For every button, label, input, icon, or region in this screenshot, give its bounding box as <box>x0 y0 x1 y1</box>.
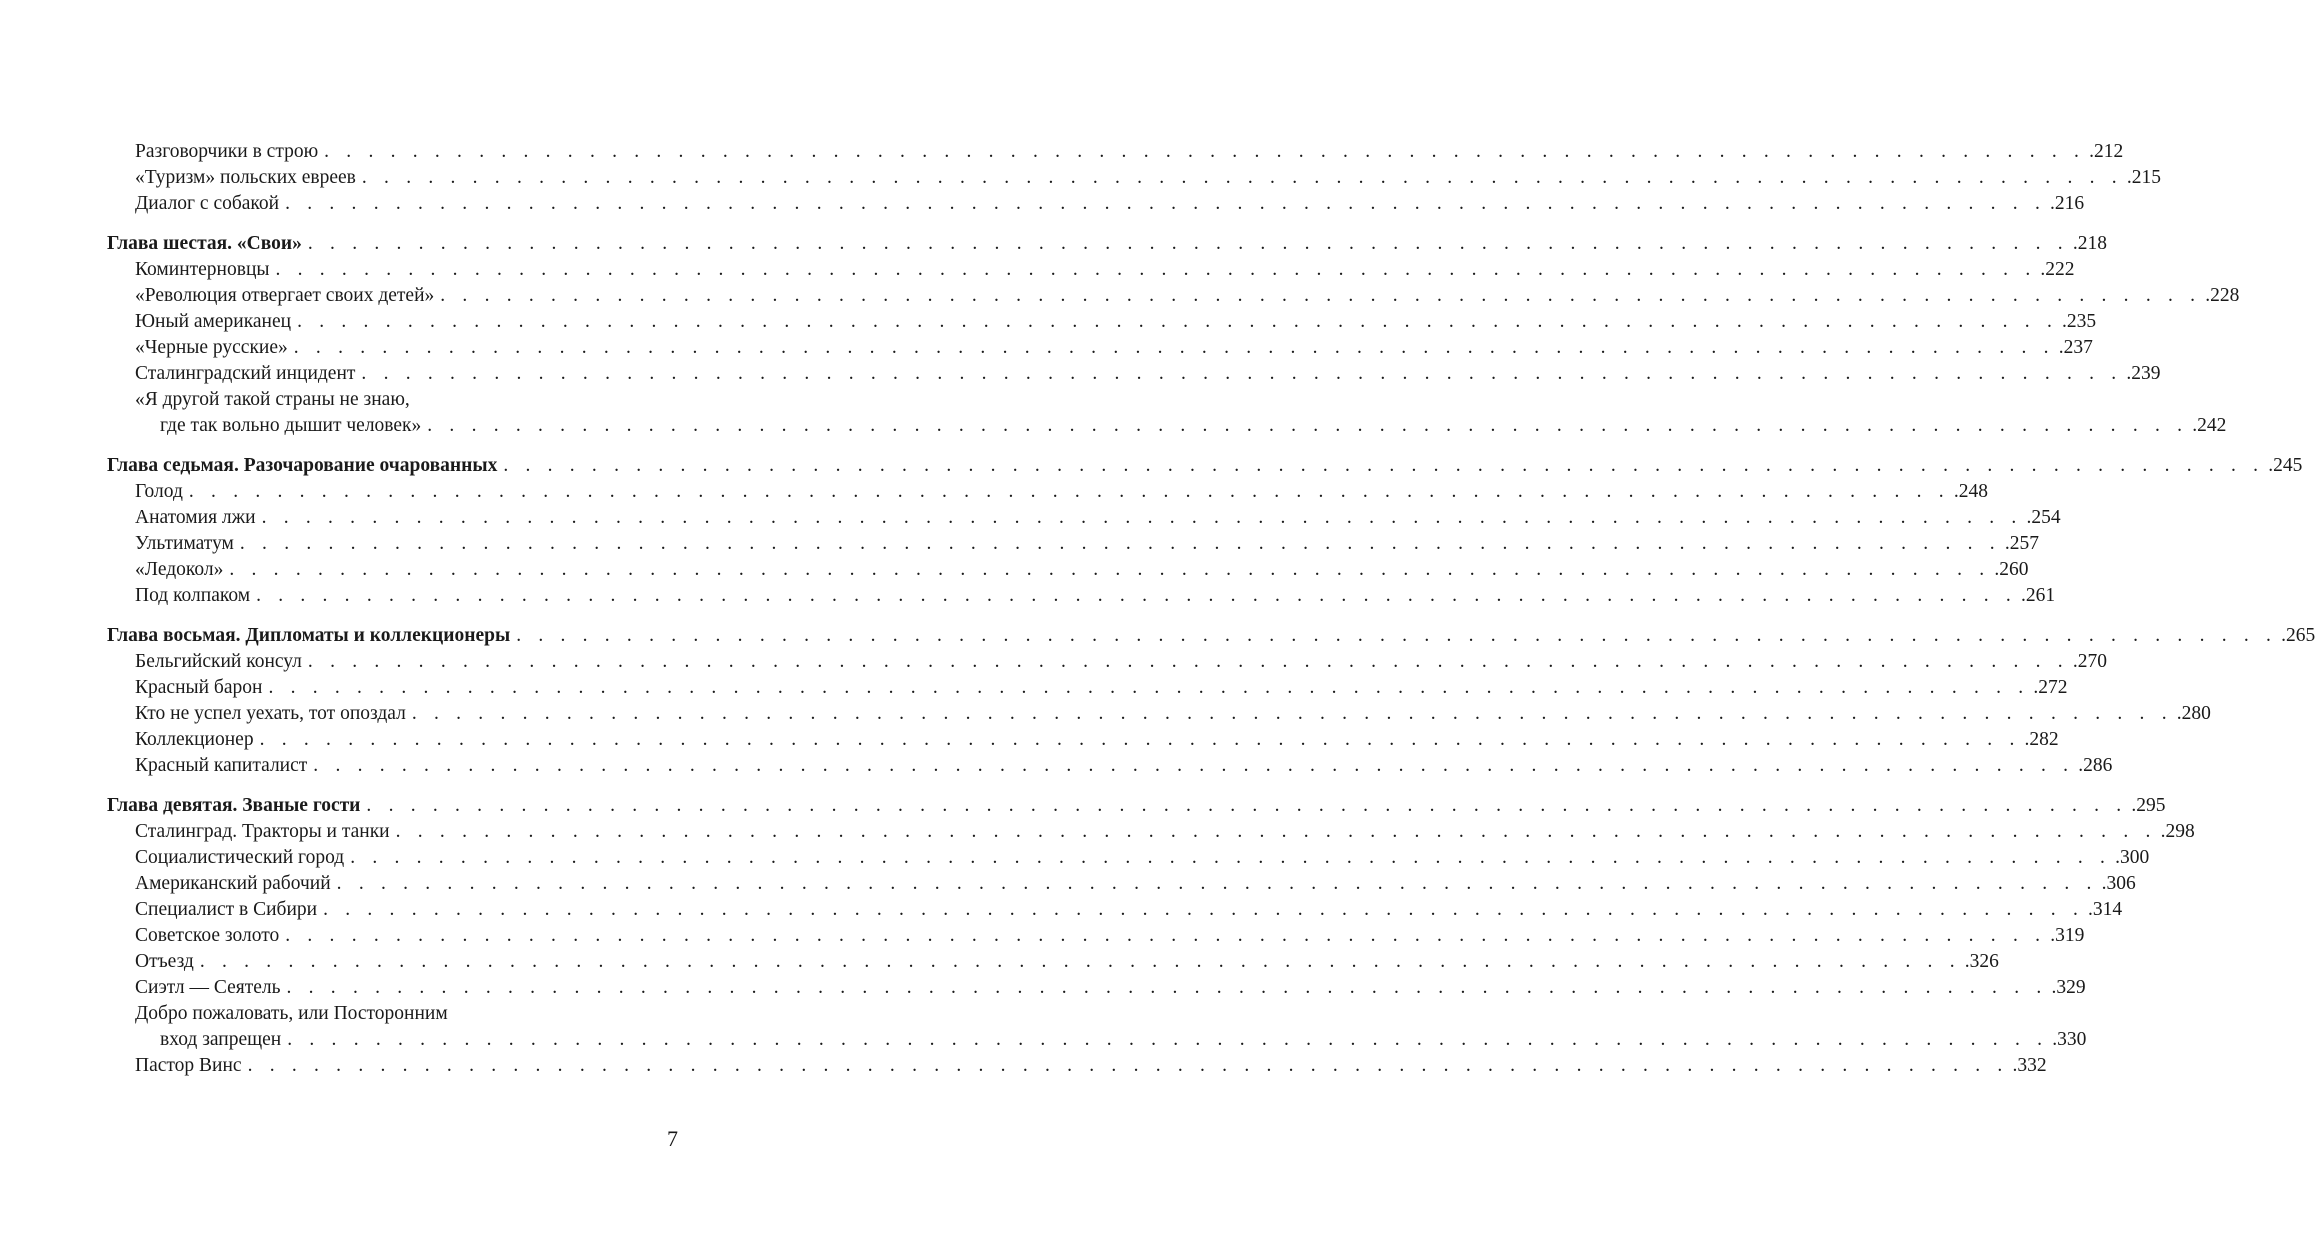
table-of-contents <box>107 139 2315 1079</box>
toc-chapter-entry <box>107 453 2303 479</box>
toc-section-entry <box>107 1001 680 1027</box>
toc-entry-title: Анатомия лжи <box>135 507 256 528</box>
dot-leader: . . . . . . . . . . . . . . . . . . . . . . . . . . . . . . . . . . . . . . . . . . . . . . . . . . . . . . . . . . . . . . . . . . . . . . . . . . . . . . . . <box>285 925 2047 946</box>
toc-entry-title: «Черные русские» <box>135 337 288 358</box>
toc-entry-page: .329 <box>2051 977 2086 998</box>
toc-entry-page: .295 <box>2131 795 2166 816</box>
toc-entry-page: .319 <box>2050 925 2085 946</box>
toc-entry-page: .261 <box>2021 585 2056 606</box>
toc-entry-page: .216 <box>2050 193 2085 214</box>
toc-entry-page: .212 <box>2089 141 2124 162</box>
toc-entry-title: где так вольно дышит человек» <box>160 415 422 436</box>
toc-entry-page: .298 <box>2160 821 2195 842</box>
toc-entry-page: .248 <box>1953 481 1988 502</box>
toc-entry-title: Специалист в Сибири <box>135 899 318 920</box>
toc-section-entry <box>107 583 2056 609</box>
dot-leader: . . . . . . . . . . . . . . . . . . . . . . . . . . . . . . . . . . . . . . . . . . . . . . . . . . . . . . . . . . . . . . . . . . . . . . . . . . . . . . . . <box>268 677 2030 698</box>
toc-chapter-entry <box>107 793 2166 819</box>
toc-entry-page: .257 <box>2004 533 2039 554</box>
toc-entry-page: .272 <box>2033 677 2068 698</box>
toc-entry-page: .215 <box>2126 167 2161 188</box>
toc-section-entry <box>107 1027 2087 1053</box>
dot-leader: . . . . . . . . . . . . . . . . . . . . . . . . . . . . . . . . . . . . . . . . . . . . . . . . . . . . . . . . . . . . . . . . . . . . . . . . . . . . . . . . <box>229 559 1991 580</box>
toc-entry-page: .254 <box>2026 507 2061 528</box>
toc-entry-title: Добро пожаловать, или Посторонним <box>135 1003 448 1024</box>
toc-entry-page: .237 <box>2058 337 2093 358</box>
dot-leader: . . . . . . . . . . . . . . . . . . . . . . . . . . . . . . . . . . . . . . . . . . . . . . . . . . . . . . . . . . . . . . . . . . . . . . . . . . . . . . . . <box>307 651 2069 672</box>
toc-section-entry <box>107 479 1988 505</box>
toc-section-entry <box>107 1053 2047 1079</box>
toc-section-entry <box>107 649 2107 675</box>
toc-entry-title: Кто не успел уехать, тот опоздал <box>135 703 406 724</box>
toc-section-entry <box>107 871 2136 897</box>
toc-chapter-entry <box>107 231 2107 257</box>
toc-entry-title: Глава седьмая. Разочарование очарованных <box>107 455 498 476</box>
dot-leader: . . . . . . . . . . . . . . . . . . . . . . . . . . . . . . . . . . . . . . . . . . . . . . . . . . . . . . . . . . . . . . . . . . . . . . . . . . . . . . . . <box>411 703 2173 724</box>
toc-entry-page: .242 <box>2192 415 2227 436</box>
toc-section-entry <box>107 165 2161 191</box>
toc-entry-title: Сталинградский инцидент <box>135 363 356 384</box>
dot-leader: . . . . . . . . . . . . . . . . . . . . . . . . . . . . . . . . . . . . . . . . . . . . . . . . . . . . . . . . . . . . . . . . . . . . . . . . . . . . . . . . <box>259 729 2021 750</box>
toc-section-entry <box>107 845 2150 871</box>
toc-entry-page: .235 <box>2062 311 2097 332</box>
toc-section-entry <box>107 923 2085 949</box>
dot-leader: . . . . . . . . . . . . . . . . . . . . . . . . . . . . . . . . . . . . . . . . . . . . . . . . . . . . . . . . . . . . . . . . . . . . . . . . . . . . . . . . <box>287 1029 2049 1050</box>
toc-entry-page: .222 <box>2040 259 2075 280</box>
toc-entry-page: .332 <box>2012 1055 2047 1076</box>
toc-entry-title: Красный барон <box>135 677 263 698</box>
dot-leader: . . . . . . . . . . . . . . . . . . . . . . . . . . . . . . . . . . . . . . . . . . . . . . . . . . . . . . . . . . . . . . . . . . . . . . . . . . . . . . . . <box>440 285 2202 306</box>
toc-section-entry <box>107 505 2061 531</box>
toc-section-entry <box>107 139 2124 165</box>
toc-entry-title: Юный американец <box>135 311 292 332</box>
toc-entry-title: Глава девятая. Званые гости <box>107 795 361 816</box>
toc-entry-title: Ультиматум <box>135 533 234 554</box>
toc-chapter-entry <box>107 623 2315 649</box>
dot-leader: . . . . . . . . . . . . . . . . . . . . . . . . . . . . . . . . . . . . . . . . . . . . . . . . . . . . . . . . . . . . . . . . . . . . . . . . . . . . . . . . <box>336 873 2098 894</box>
toc-section-entry <box>107 949 1999 975</box>
toc-entry-title: Под колпаком <box>135 585 251 606</box>
toc-entry-title: Пастор Винс <box>135 1055 242 1076</box>
page-number: 7 <box>667 1126 678 1151</box>
toc-section-entry <box>107 283 2240 309</box>
toc-entry-page: .218 <box>2072 233 2107 254</box>
dot-leader: . . . . . . . . . . . . . . . . . . . . . . . . . . . . . . . . . . . . . . . . . . . . . . . . . . . . . . . . . . . . . . . . . . . . . . . . . . . . . . . . <box>247 1055 2009 1076</box>
dot-leader: . . . . . . . . . . . . . . . . . . . . . . . . . . . . . . . . . . . . . . . . . . . . . . . . . . . . . . . . . . . . . . . . . . . . . . . . . . . . . . . . <box>361 363 2123 384</box>
toc-entry-title: Голод <box>135 481 183 502</box>
dot-leader: . . . . . . . . . . . . . . . . . . . . . . . . . . . . . . . . . . . . . . . . . . . . . . . . . . . . . . . . . . . . . . . . . . . . . . . . . . . . . . . . <box>516 625 2278 646</box>
dot-leader: . . . . . . . . . . . . . . . . . . . . . . . . . . . . . . . . . . . . . . . . . . . . . . . . . . . . . . . . . . . . . . . . . . . . . . . . . . . . . . . . <box>293 337 2055 358</box>
toc-entry-page: .326 <box>1964 951 1999 972</box>
dot-leader: . . . . . . . . . . . . . . . . . . . . . . . . . . . . . . . . . . . . . . . . . . . . . . . . . . . . . . . . . . . . . . . . . . . . . . . . . . . . . . . . <box>307 233 2069 254</box>
toc-entry-page: .239 <box>2126 363 2161 384</box>
dot-leader: . . . . . . . . . . . . . . . . . . . . . . . . . . . . . . . . . . . . . . . . . . . . . . . . . . . . . . . . . . . . . . . . . . . . . . . . . . . . . . . . <box>261 507 2023 528</box>
toc-entry-title: Сиэтл — Сеятель <box>135 977 281 998</box>
toc-entry-title: вход запрещен <box>160 1029 282 1050</box>
toc-section-entry <box>107 413 2227 439</box>
toc-entry-page: .330 <box>2052 1029 2087 1050</box>
dot-leader: . . . . . . . . . . . . . . . . . . . . . . . . . . . . . . . . . . . . . . . . . . . . . . . . . . . . . . . . . . . . . . . . . . . . . . . . . . . . . . . . <box>503 455 2265 476</box>
toc-section-entry <box>107 361 2161 387</box>
dot-leader: . . . . . . . . . . . . . . . . . . . . . . . . . . . . . . . . . . . . . . . . . . . . . . . . . . . . . . . . . . . . . . . . . . . . . . . . . . . . . . . . <box>275 259 2037 280</box>
toc-entry-title: Советское золото <box>135 925 280 946</box>
dot-leader: . . . . . . . . . . . . . . . . . . . . . . . . . . . . . . . . . . . . . . . . . . . . . . . . . . . . . . . . . . . . . . . . . . . . . . . . . . . . . . . . <box>366 795 2128 816</box>
toc-entry-page: .286 <box>2078 755 2113 776</box>
toc-section-entry <box>107 257 2075 283</box>
dot-leader: . . . . . . . . . . . . . . . . . . . . . . . . . . . . . . . . . . . . . . . . . . . . . . . . . . . . . . . . . . . . . . . . . . . . . . . . . . . . . . . . <box>323 899 2085 920</box>
toc-entry-title: Диалог с собакой <box>135 193 280 214</box>
toc-section-entry <box>107 191 2085 217</box>
toc-section-entry <box>107 819 2195 845</box>
dot-leader: . . . . . . . . . . . . . . . . . . . . . . . . . . . . . . . . . . . . . . . . . . . . . . . . . . . . . . . . . . . . . . . . . . . . . . . . . . . . . . . . <box>286 977 2048 998</box>
dot-leader: . . . . . . . . . . . . . . . . . . . . . . . . . . . . . . . . . . . . . . . . . . . . . . . . . . . . . . . . . . . . . . . . . . . . . . . . . . . . . . . . <box>324 141 2086 162</box>
dot-leader: . . . . . . . . . . . . . . . . . . . . . . . . . . . . . . . . . . . . . . . . . . . . . . . . . . . . . . . . . . . . . . . . . . . . . . . . . . . . . . . . <box>188 481 1950 502</box>
dot-leader: . . . . . . . . . . . . . . . . . . . . . . . . . . . . . . . . . . . . . . . . . . . . . . . . . . . . . . . . . . . . . . . . . . . . . . . . . . . . . . . . <box>313 755 2075 776</box>
toc-entry-title: Глава шестая. «Свои» <box>107 233 302 254</box>
toc-entry-page: .260 <box>1994 559 2029 580</box>
toc-section-entry <box>107 531 2039 557</box>
toc-entry-title: Коллекционер <box>135 729 254 750</box>
toc-entry-page: .245 <box>2268 455 2303 476</box>
toc-entry-page: .306 <box>2101 873 2136 894</box>
toc-section-entry <box>107 701 2211 727</box>
toc-entry-page: .265 <box>2281 625 2315 646</box>
toc-entry-title: Глава восьмая. Дипломаты и коллекционеры <box>107 625 511 646</box>
toc-section-entry <box>107 897 2123 923</box>
toc-section-entry <box>107 557 2029 583</box>
toc-entry-title: «Ледокол» <box>135 559 224 580</box>
toc-entry-title: Социалистический город <box>135 847 345 868</box>
dot-leader: . . . . . . . . . . . . . . . . . . . . . . . . . . . . . . . . . . . . . . . . . . . . . . . . . . . . . . . . . . . . . . . . . . . . . . . . . . . . . . . . <box>361 167 2123 188</box>
toc-entry-title: Коминтерновцы <box>135 259 270 280</box>
toc-entry-page: .314 <box>2088 899 2123 920</box>
dot-leader: . . . . . . . . . . . . . . . . . . . . . . . . . . . . . . . . . . . . . . . . . . . . . . . . . . . . . . . . . . . . . . . . . . . . . . . . . . . . . . . . <box>285 193 2047 214</box>
toc-entry-title: Американский рабочий <box>135 873 331 894</box>
toc-entry-title: «Революция отвергает своих детей» <box>135 285 435 306</box>
toc-section-entry <box>107 975 2086 1001</box>
toc-section-entry <box>107 335 2093 361</box>
toc-entry-title: Разговорчики в строю <box>135 141 319 162</box>
toc-entry-title: Сталинград. Тракторы и танки <box>135 821 390 842</box>
toc-section-entry <box>107 753 2113 779</box>
dot-leader: . . . . . . . . . . . . . . . . . . . . . . . . . . . . . . . . . . . . . . . . . . . . . . . . . . . . . . . . . . . . . . . . . . . . . . . . . . . . . . . . <box>297 311 2059 332</box>
dot-leader: . . . . . . . . . . . . . . . . . . . . . . . . . . . . . . . . . . . . . . . . . . . . . . . . . . . . . . . . . . . . . . . . . . . . . . . . . . . . . . . . <box>395 821 2157 842</box>
dot-leader: . . . . . . . . . . . . . . . . . . . . . . . . . . . . . . . . . . . . . . . . . . . . . . . . . . . . . . . . . . . . . . . . . . . . . . . . . . . . . . . . <box>427 415 2189 436</box>
toc-entry-page: .228 <box>2205 285 2240 306</box>
toc-section-entry <box>107 309 2097 335</box>
dot-leader: . . . . . . . . . . . . . . . . . . . . . . . . . . . . . . . . . . . . . . . . . . . . . . . . . . . . . . . . . . . . . . . . . . . . . . . . . . . . . . . . <box>199 951 1961 972</box>
toc-entry-page: .300 <box>2115 847 2150 868</box>
toc-section-entry <box>107 727 2059 753</box>
toc-entry-title: Бельгийский консул <box>135 651 302 672</box>
toc-entry-title: Отъезд <box>135 951 194 972</box>
toc-entry-page: .270 <box>2072 651 2107 672</box>
toc-entry-title: «Туризм» польских евреев <box>135 167 356 188</box>
toc-entry-title: «Я другой такой страны не знаю, <box>135 389 410 410</box>
toc-entry-page: .280 <box>2176 703 2211 724</box>
dot-leader: . . . . . . . . . . . . . . . . . . . . . . . . . . . . . . . . . . . . . . . . . . . . . . . . . . . . . . . . . . . . . . . . . . . . . . . . . . . . . . . . <box>256 585 2018 606</box>
toc-section-entry <box>107 387 680 413</box>
toc-entry-page: .282 <box>2024 729 2059 750</box>
dot-leader: . . . . . . . . . . . . . . . . . . . . . . . . . . . . . . . . . . . . . . . . . . . . . . . . . . . . . . . . . . . . . . . . . . . . . . . . . . . . . . . . <box>350 847 2112 868</box>
toc-entry-title: Красный капиталист <box>135 755 308 776</box>
dot-leader: . . . . . . . . . . . . . . . . . . . . . . . . . . . . . . . . . . . . . . . . . . . . . . . . . . . . . . . . . . . . . . . . . . . . . . . . . . . . . . . . <box>239 533 2001 554</box>
toc-section-entry <box>107 675 2068 701</box>
